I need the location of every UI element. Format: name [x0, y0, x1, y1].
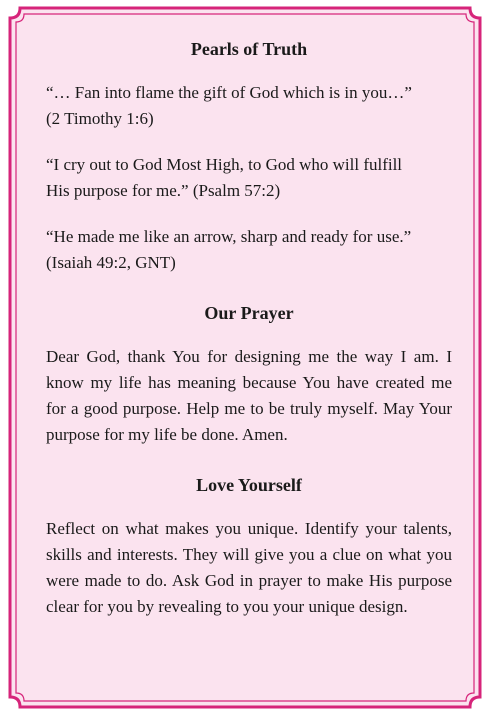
devotional-content: [46, 36, 452, 620]
prayer-title: Our Prayer: [204, 303, 294, 323]
quote-3-line-1: “He made me like an arrow, sharp and ready for use.”: [46, 227, 412, 246]
prayer-text: Dear God, thank You for designing me the way I am. I know my life has meaning because You have created me for a good purpose. Help me to be truly myself. May Your purpose for my life be done. Amen.: [46, 347, 452, 444]
love-yourself-title: Love Yourself: [196, 475, 302, 495]
quote-2-line-1: “I cry out to God Most High, to God who will fulfill: [46, 155, 403, 174]
love-yourself-text: Reflect on what makes you unique. Identify your talents, skills and interests. They will give you a clue on what you were made to do. Ask God in prayer to make His purpose clear for you by revealing to you your unique design.: [46, 519, 452, 616]
pearls-title: Pearls of Truth: [190, 39, 308, 59]
quote-1-line-1: “… Fan into flame the gift of God which is in you…”: [46, 83, 412, 102]
quote-2-line-2: His purpose for me.” (Psalm 57:2): [46, 181, 281, 200]
quote-3-line-2: (Isaiah 49:2, GNT): [46, 253, 176, 272]
quote-1-line-2: (2 Timothy 1:6): [46, 109, 154, 128]
